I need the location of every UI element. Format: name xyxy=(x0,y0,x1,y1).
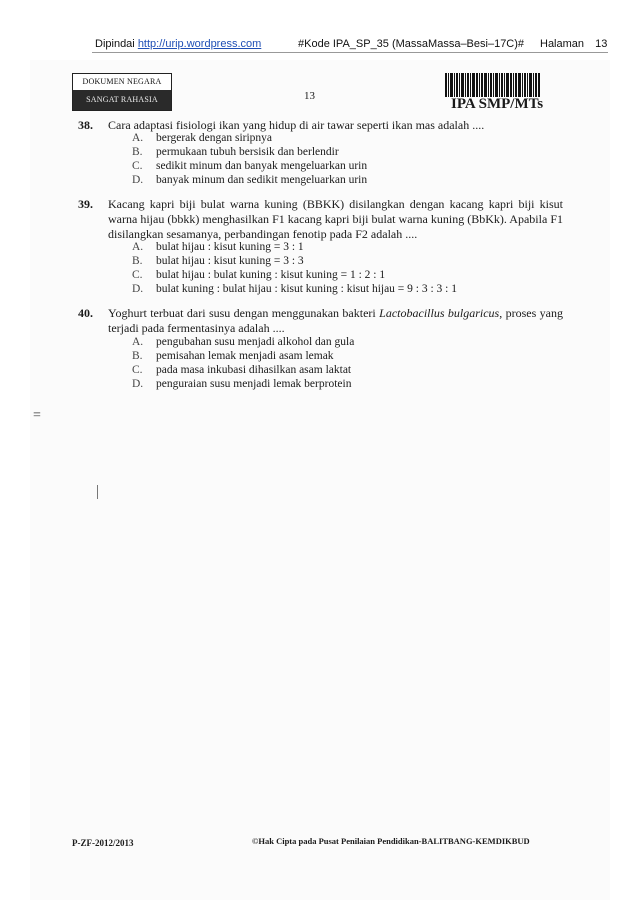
margin-mark: = xyxy=(33,408,41,423)
option-letter: D. xyxy=(132,378,144,390)
subject-title: IPA SMP/MTs xyxy=(451,96,544,112)
document-code: #Kode IPA_SP_35 (MassaMassa–Besi–17C)# xyxy=(298,38,525,50)
header-divider xyxy=(92,52,608,53)
doc-page-number: 13 xyxy=(304,90,315,102)
option-text: bergerak dengan siripnya xyxy=(156,132,273,144)
option-text: pada masa inkubasi dihasilkan asam laktat xyxy=(156,364,352,376)
question-number: 39. xyxy=(78,197,93,211)
source-prefix: Dipindai xyxy=(95,38,135,50)
page-number-header: 13 xyxy=(595,38,608,50)
footer-code: P-ZF-2012/2013 xyxy=(72,838,134,848)
option-text: bulat hijau : bulat kuning : kisut kuning = 1 : 2 : 1 xyxy=(156,269,386,281)
page-header xyxy=(0,34,638,52)
option-text: penguraian susu menjadi lemak berprotein xyxy=(156,378,352,390)
source-credit xyxy=(95,38,261,50)
option-letter: D. xyxy=(132,283,144,295)
option-letter: B. xyxy=(132,350,143,362)
scan-artifact xyxy=(97,485,98,499)
option-text: bulat hijau : kisut kuning = 3 : 3 xyxy=(156,255,304,267)
option-letter: B. xyxy=(132,255,143,267)
option-text: bulat kuning : bulat hijau : kisut kuning : kisut hijau = 9 : 3 : 3 : 1 xyxy=(156,283,458,295)
option-text: sedikit minum dan banyak mengeluarkan urin xyxy=(156,160,368,172)
option-text: pengubahan susu menjadi alkohol dan gula xyxy=(156,336,355,348)
stem-text: Yoghurt terbuat dari susu dengan menggunakan bakteri xyxy=(108,306,380,320)
question-stem: Cara adaptasi fisiologi ikan yang hidup di air tawar seperti ikan mas adalah .... xyxy=(108,118,485,132)
question-number: 40. xyxy=(78,306,93,320)
option-letter: A. xyxy=(132,336,144,348)
source-link[interactable]: http://urip.wordpress.com xyxy=(137,38,262,50)
option-letter: D. xyxy=(132,174,144,186)
option-letter: A. xyxy=(132,132,144,144)
page-label: Halaman xyxy=(540,38,585,50)
classification-top: DOKUMEN NEGARA xyxy=(73,74,171,90)
question-number: 38. xyxy=(78,118,93,132)
classification-bottom: SANGAT RAHASIA xyxy=(73,90,171,110)
classification-box xyxy=(72,73,172,111)
bacteria-name: Lactobacillus bulgaricus xyxy=(379,306,500,320)
option-text: bulat hijau : kisut kuning = 3 : 1 xyxy=(156,241,304,253)
option-letter: C. xyxy=(132,160,143,172)
stem-text-continued: , proses yang terjadi pada fermentasinya adalah .... xyxy=(108,306,563,335)
option-letter: A. xyxy=(132,241,144,253)
option-letter: C. xyxy=(132,269,143,281)
option-text: banyak minum dan sedikit mengeluarkan urin xyxy=(156,174,368,186)
option-letter: B. xyxy=(132,146,143,158)
question-stem xyxy=(108,306,563,336)
barcode-icon xyxy=(445,73,540,97)
option-letter: C. xyxy=(132,364,143,376)
option-text: permukaan tubuh bersisik dan berlendir xyxy=(156,146,339,158)
footer-copyright: ©Hak Cipta pada Pusat Penilaian Pendidikan-BALITBANG-KEMDIKBUD xyxy=(252,836,530,846)
question-stem: Kacang kapri biji bulat warna kuning (BBKK) disilangkan dengan kacang kapri biji kisut warna hijau (bbkk) menghasilkan F1 kacang kapri biji bulat warna kuning (BbKk). Apabila F1 disilangkan sesamanya, perbandingan fenotip pada F2 adalah .... xyxy=(108,197,563,241)
page-indicator xyxy=(540,38,607,50)
option-text: pemisahan lemak menjadi asam lemak xyxy=(156,350,334,362)
